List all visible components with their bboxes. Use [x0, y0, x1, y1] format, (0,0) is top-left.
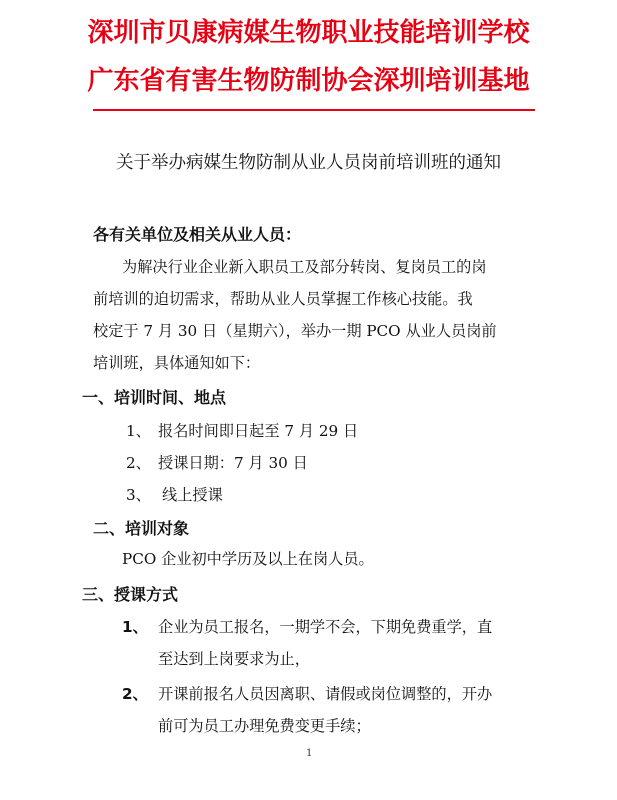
section-2-heading: 二、培训对象 — [93, 519, 190, 538]
letterhead-rule — [93, 109, 535, 111]
section-3-item-2-line-2: 前可为员工办理免费变更手续； — [158, 717, 371, 735]
section-1-item-3-number: 3、 — [126, 486, 151, 504]
intro-line-4: 培训班，具体通知如下： — [93, 354, 261, 372]
intro-line-1: 为解决行业企业新入职员工及部分转岗、复岗员工的岗 — [122, 258, 487, 276]
section-3-item-1-line-2: 至达到上岗要求为止， — [158, 650, 310, 668]
salutation: 各有关单位及相关从业人员： — [93, 225, 302, 244]
section-1-heading: 一、培训时间、地点 — [82, 388, 227, 407]
section-1-item-2-text: 授课日期：7 月 30 日 — [158, 454, 308, 472]
intro-line-3: 校定于 7 月 30 日（星期六），举办一期 PCO 从业人员岗前 — [93, 322, 497, 340]
section-1-item-1-number: 1、 — [126, 422, 151, 440]
letterhead-line-2: 广东省有害生物防制协会深圳培训基地 — [87, 66, 530, 96]
section-1-item-2-number: 2、 — [126, 454, 151, 472]
letterhead-line-1: 深圳市贝康病媒生物职业技能培训学校 — [87, 18, 530, 48]
section-1-item-3-text: 线上授课 — [162, 486, 223, 504]
section-1-item-1-text: 报名时间即日起至 7 月 29 日 — [158, 422, 359, 440]
section-3-item-2-number: 2、 — [122, 685, 148, 703]
intro-line-2: 前培训的迫切需求，帮助从业人员掌握工作核心技能。我 — [93, 290, 473, 308]
section-3-item-1-line-1: 企业为员工报名，一期学不会，下期免费重学，直 — [158, 618, 493, 636]
page-number: 1 — [306, 748, 313, 759]
section-3-item-2-line-1: 开课前报名人员因离职、请假或岗位调整的，开办 — [158, 685, 493, 703]
document-title: 关于举办病媒生物防制从业人员岗前培训班的通知 — [116, 153, 501, 173]
section-3-heading: 三、授课方式 — [82, 585, 179, 604]
section-2-text: PCO 企业初中学历及以上在岗人员。 — [122, 550, 374, 568]
section-3-item-1-number: 1、 — [122, 618, 148, 636]
